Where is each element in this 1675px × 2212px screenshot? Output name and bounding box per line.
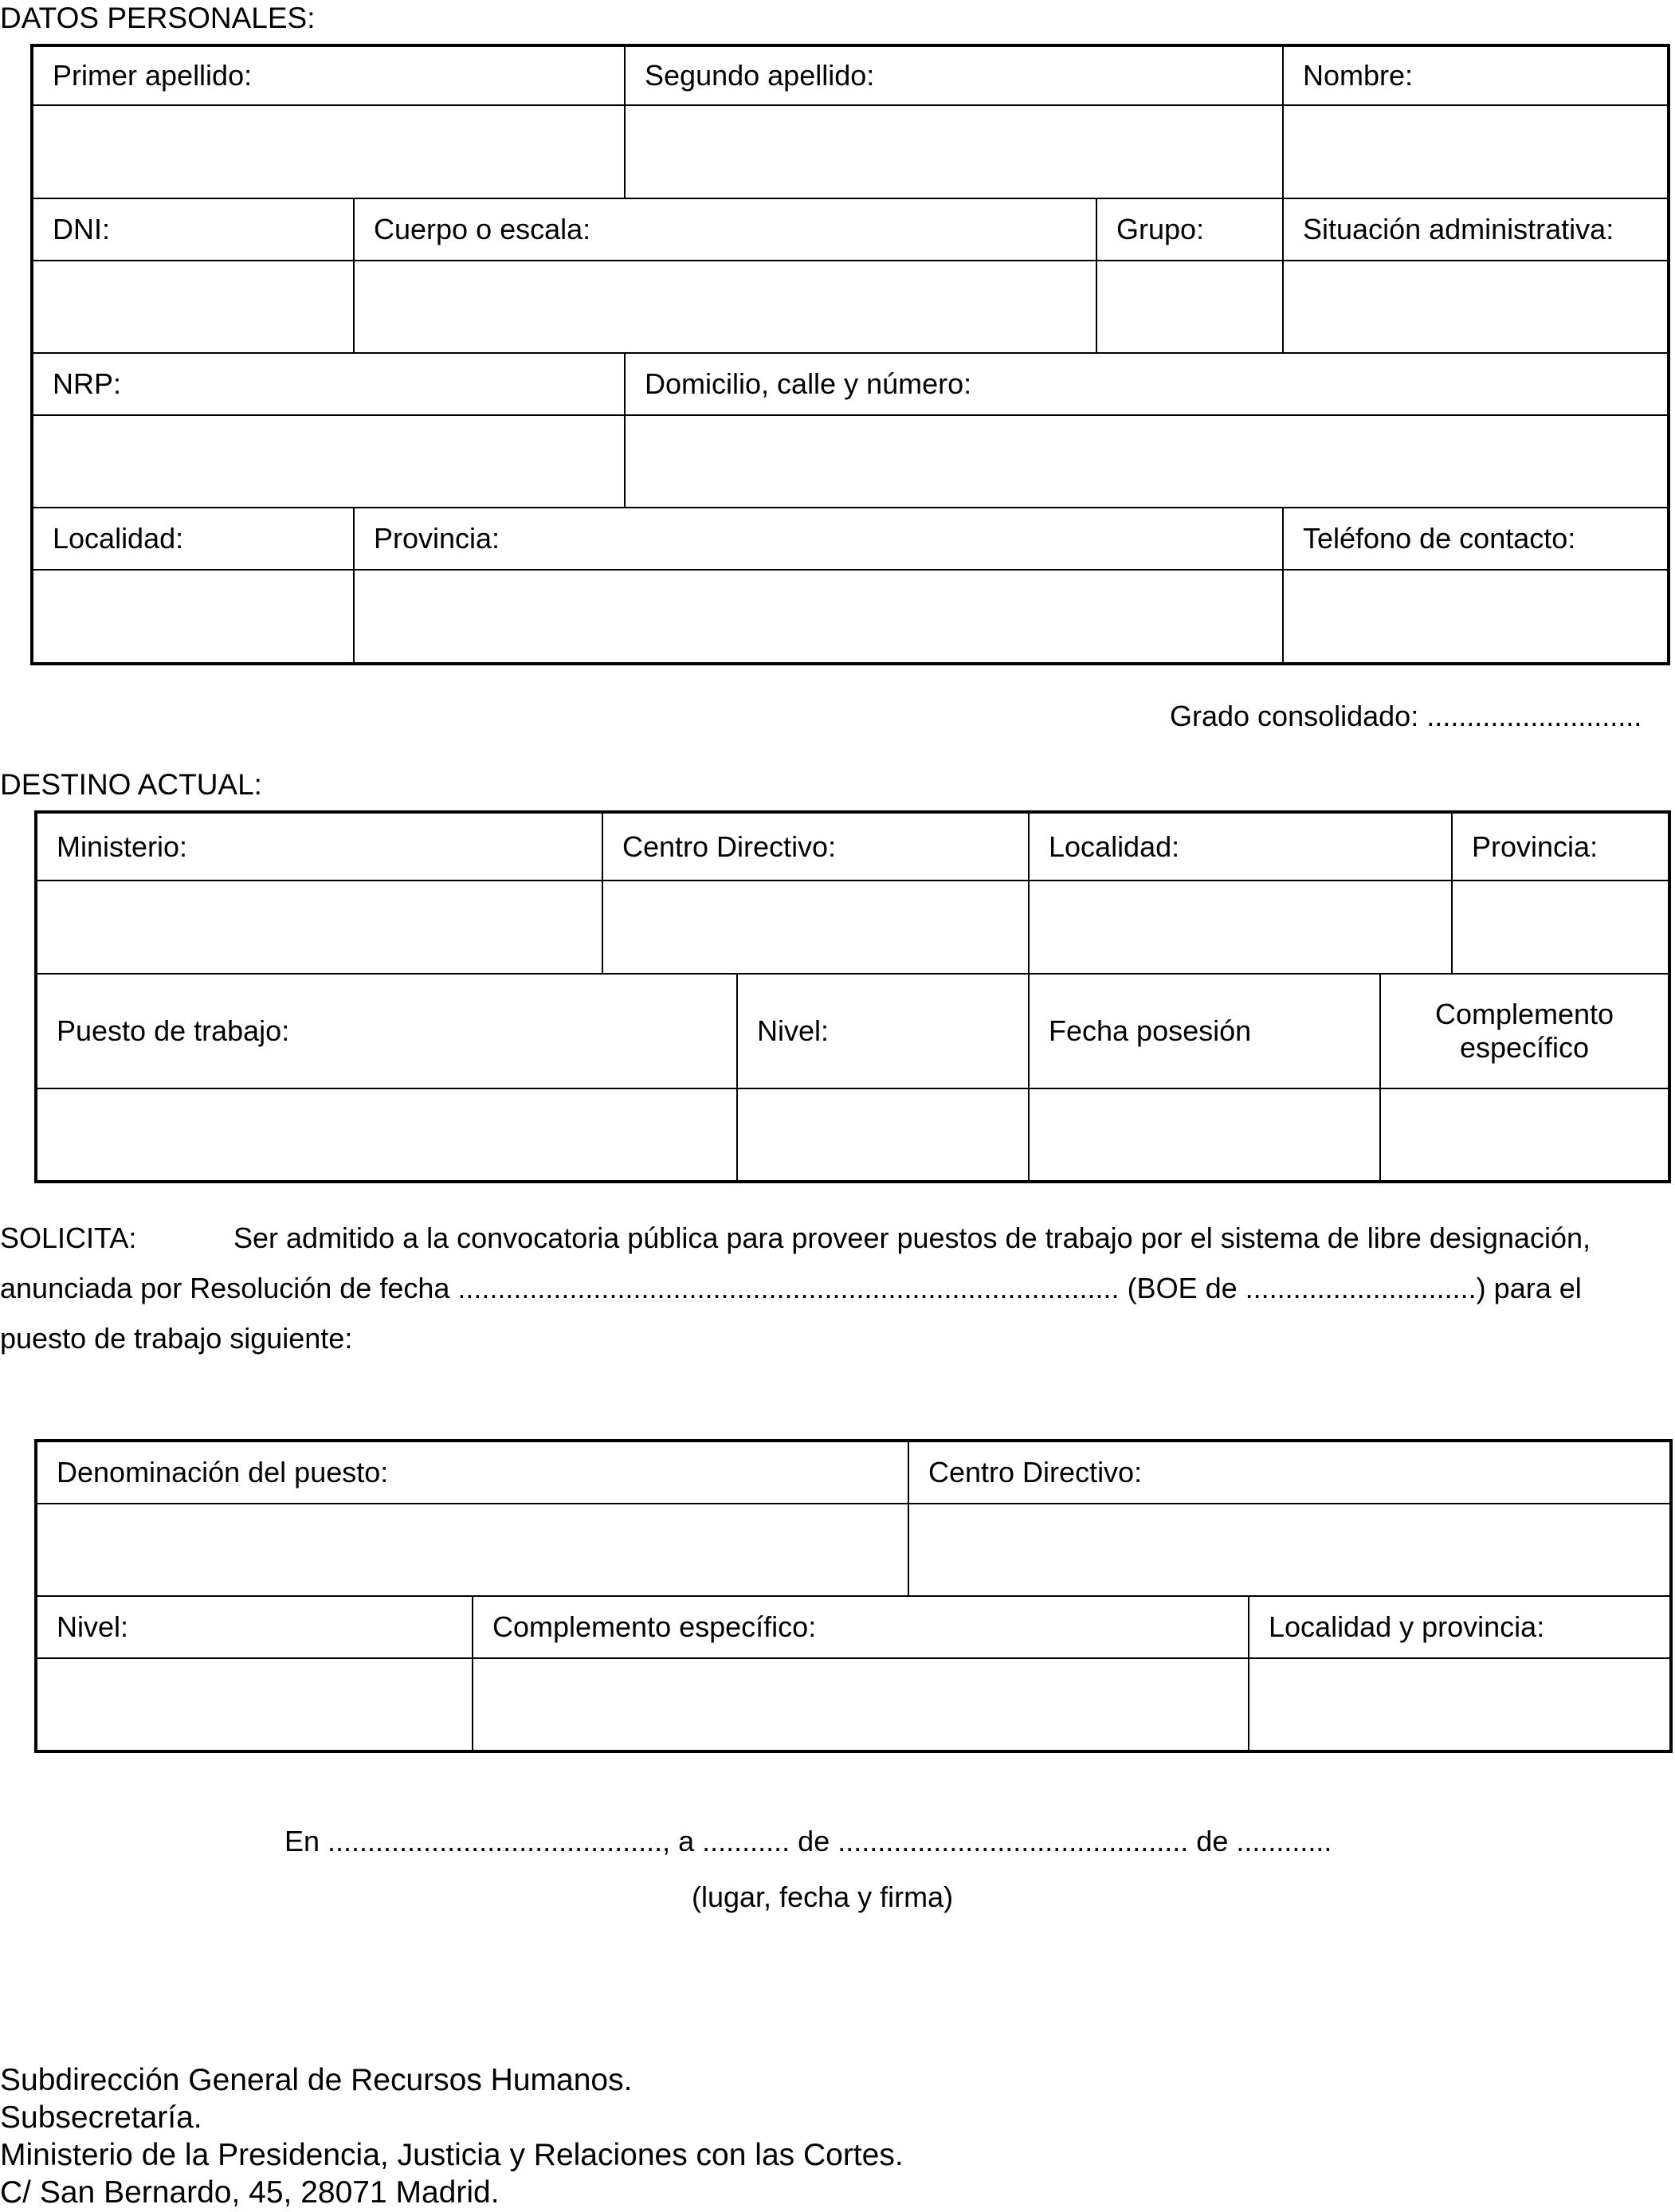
nombre-field[interactable] (1283, 105, 1669, 198)
complemento-especifico-label (1380, 974, 1669, 1088)
solicitado-complemento-label: Complemento específico: (473, 1596, 1249, 1658)
solicita-line-3: puesto de trabajo siguiente: (0, 1322, 353, 1355)
destino-localidad-label: Localidad: (1029, 812, 1452, 880)
solicitado-centro-directivo-label: Centro Directivo: (908, 1441, 1671, 1504)
solicita-label: SOLICITA: (0, 1222, 137, 1254)
localidad-label: Localidad: (32, 508, 354, 570)
footer-line-4: C/ San Bernardo, 45, 28071 Madrid. (0, 2175, 500, 2210)
complemento-especifico-field[interactable] (1380, 1088, 1669, 1182)
segundo-apellido-field[interactable] (625, 105, 1283, 198)
provincia-label: Provincia: (354, 508, 1283, 570)
footer-line-1: Subdirección General de Recursos Humanos. (0, 2063, 633, 2097)
destino-nivel-label: Nivel: (737, 974, 1029, 1088)
denominacion-puesto-field[interactable] (36, 1504, 908, 1596)
centro-directivo-label: Centro Directivo: (602, 812, 1029, 880)
nrp-field[interactable] (32, 415, 625, 508)
solicita-line-2: anunciada por Resolución de fecha ................................................................................... (BOE de .............................) para el (0, 1272, 1582, 1304)
complemento-label-line1: Complemento (1434, 997, 1614, 1030)
solicitado-nivel-label: Nivel: (36, 1596, 473, 1658)
ministerio-field[interactable] (36, 880, 602, 974)
puesto-solicitado-table (34, 1439, 1673, 1753)
cuerpo-escala-label: Cuerpo o escala: (354, 198, 1096, 261)
primer-apellido-field[interactable] (32, 105, 625, 198)
solicitado-complemento-field[interactable] (473, 1658, 1249, 1751)
solicitado-nivel-field[interactable] (36, 1658, 473, 1751)
domicilio-field[interactable] (625, 415, 1669, 508)
section-title-datos-personales: DATOS PERSONALES: (0, 2, 316, 34)
localidad-provincia-label: Localidad y provincia: (1249, 1596, 1671, 1658)
footer-line-2: Subsecretaría. (0, 2100, 202, 2135)
destino-provincia-label: Provincia: (1452, 812, 1669, 880)
firma-line: En .........................................., a ........... de ............................................ de ............ (284, 1825, 1332, 1857)
situacion-administrativa-label: Situación administrativa: (1283, 198, 1669, 261)
grado-consolidado: Grado consolidado: ........................... (1170, 700, 1642, 732)
nrp-label: NRP: (32, 353, 625, 415)
destino-actual-table (34, 810, 1671, 1183)
destino-localidad-field[interactable] (1029, 880, 1452, 974)
complemento-label-line2: específico (1459, 1031, 1590, 1064)
footer-line-3: Ministerio de la Presidencia, Justicia y Relaciones con las Cortes. (0, 2138, 904, 2172)
domicilio-label: Domicilio, calle y número: (625, 353, 1669, 415)
cuerpo-escala-field[interactable] (354, 261, 1096, 353)
localidad-provincia-field[interactable] (1249, 1658, 1671, 1751)
puesto-trabajo-label: Puesto de trabajo: (36, 974, 737, 1088)
ministerio-label: Ministerio: (36, 812, 602, 880)
datos-personales-table (30, 44, 1670, 665)
telefono-field[interactable] (1283, 570, 1669, 664)
section-title-destino-actual: DESTINO ACTUAL: (0, 768, 262, 801)
centro-directivo-field[interactable] (602, 880, 1029, 974)
fecha-posesion-label: Fecha posesión (1029, 974, 1380, 1088)
puesto-trabajo-field[interactable] (36, 1088, 737, 1182)
telefono-label: Teléfono de contacto: (1283, 508, 1669, 570)
destino-provincia-field[interactable] (1452, 880, 1669, 974)
provincia-field[interactable] (354, 570, 1283, 664)
fecha-posesion-field[interactable] (1029, 1088, 1380, 1182)
dni-label: DNI: (32, 198, 354, 261)
nombre-label: Nombre: (1283, 45, 1669, 105)
denominacion-puesto-label: Denominación del puesto: (36, 1441, 908, 1504)
solicita-line-1: Ser admitido a la convocatoria pública para proveer puestos de trabajo por el sistema de libre designación, (233, 1222, 1591, 1254)
primer-apellido-label: Primer apellido: (32, 45, 625, 105)
solicitado-centro-directivo-field[interactable] (908, 1504, 1671, 1596)
dni-field[interactable] (32, 261, 354, 353)
situacion-administrativa-field[interactable] (1283, 261, 1669, 353)
grupo-label: Grupo: (1096, 198, 1283, 261)
localidad-field[interactable] (32, 570, 354, 664)
destino-nivel-field[interactable] (737, 1088, 1029, 1182)
segundo-apellido-label: Segundo apellido: (625, 45, 1283, 105)
grupo-field[interactable] (1096, 261, 1283, 353)
firma-caption: (lugar, fecha y firma) (692, 1881, 954, 1913)
